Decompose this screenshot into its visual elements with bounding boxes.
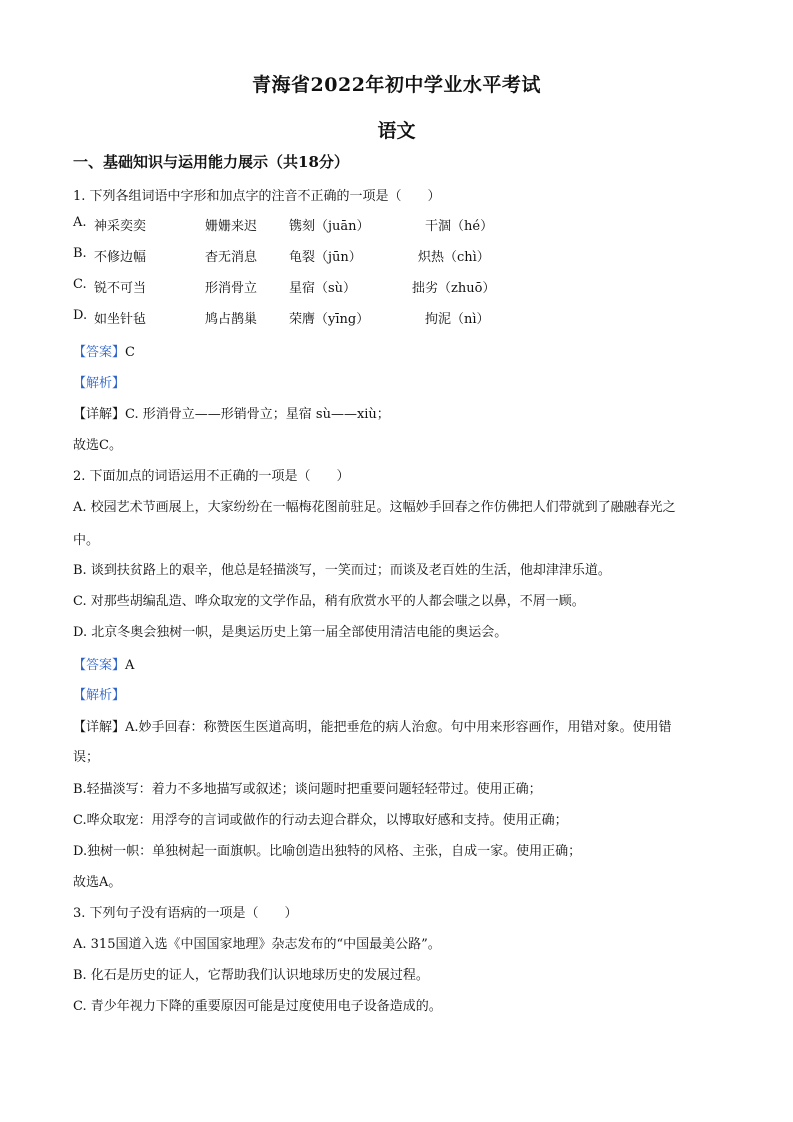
option-word: 锐不可当 [94, 281, 147, 296]
question-2-answer [73, 654, 134, 673]
question-2-option-a: A. 校园艺术节画展上，大家纷纷在一幅梅花图前驻足。这幅妙手回春之作仿佛把人们带就到了融融春光之 [73, 500, 676, 515]
page-subtitle: 语文 [377, 120, 416, 142]
option-label: A. [73, 215, 87, 230]
question-2-detail-continued: 误； [73, 750, 100, 765]
option-word: 鸠占鹊巢 [205, 312, 258, 327]
question-2-detail-b: B.轻描淡写：着力不多地描写或叙述；谈问题时把重要问题轻轻带过。使用正确； [73, 782, 542, 797]
detail-tag: 【详解】 [73, 720, 126, 735]
option-word: 姗姗来迟 [205, 219, 258, 234]
question-3-option-b: B. 化石是历史的证人，它帮助我们认识地球历史的发展过程。 [73, 968, 429, 983]
option-word: 神采奕奕 [94, 219, 147, 234]
answer-value: C [125, 345, 135, 360]
section-heading: 一、基础知识与运用能力展示（共18分） [73, 153, 349, 171]
question-1-detail [73, 403, 390, 422]
option-word: 拙劣（zhuō） [412, 281, 496, 296]
answer-tag: 【答案】 [73, 658, 126, 673]
option-word: 荣膺（yīng） [289, 312, 370, 327]
option-label: D. [73, 308, 88, 323]
question-1-analysis-tag: 【解析】 [73, 376, 126, 391]
page-title: 青海省2022年初中学业水平考试 [252, 74, 541, 96]
question-2-stem: 2. 下面加点的词语运用不正确的一项是（ ） [73, 469, 350, 484]
question-2-option-c: C. 对那些胡编乱造、哗众取宠的文学作品，稍有欣赏水平的人都会嗤之以鼻，不屑一顾。 [73, 594, 585, 609]
question-2-option-b: B. 谈到扶贫路上的艰辛，他总是轻描淡写，一笑而过；而谈及老百姓的生活，他却津津乐道。 [73, 563, 611, 578]
question-2-analysis-tag: 【解析】 [73, 688, 126, 703]
question-3-option-a: A. 315国道入选《中国国家地理》杂志发布的“中国最美公路”。 [73, 937, 441, 952]
option-word: 不修边幅 [94, 250, 147, 265]
option-word: 龟裂（jūn） [289, 250, 362, 265]
detail-text: C. 形消骨立——形销骨立；星宿 sù——xiù； [125, 407, 390, 422]
option-word: 炽热（chì） [418, 250, 490, 265]
question-1-stem: 1. 下列各组词语中字形和加点字的注音不正确的一项是（ ） [73, 189, 441, 204]
option-word: 如坐针毡 [94, 312, 147, 327]
answer-value: A [125, 658, 135, 673]
option-label: B. [73, 246, 87, 261]
question-3-stem: 3. 下列句子没有语病的一项是（ ） [73, 906, 298, 921]
detail-tag: 【详解】 [73, 407, 126, 422]
question-2-option-a-continued: 中。 [73, 533, 100, 548]
option-label: C. [73, 277, 87, 292]
question-2-detail-c: C.哗众取宠：用浮夸的言词或做作的行动去迎合群众，以博取好感和支持。使用正确； [73, 813, 568, 828]
question-2-detail [73, 716, 672, 735]
question-2-option-d: D. 北京冬奥会独树一帜，是奥运历史上第一届全部使用清洁电能的奥运会。 [73, 625, 508, 640]
answer-tag: 【答案】 [73, 345, 126, 360]
question-2-conclusion: 故选A。 [73, 875, 122, 890]
question-2-detail-d: D.独树一帜：单独树起一面旗帜。比喻创造出独特的风格、主张，自成一家。使用正确； [73, 844, 582, 859]
detail-text: A.妙手回春：称赞医生医道高明，能把垂危的病人治愈。句中用来形容画作，用错对象。使用错 [125, 720, 672, 735]
option-word: 拘泥（nì） [425, 312, 490, 327]
option-word: 形消骨立 [205, 281, 258, 296]
question-1-answer [73, 341, 135, 360]
option-word: 星宿（sù） [289, 281, 357, 296]
question-1-conclusion: 故选C。 [73, 438, 122, 453]
option-word: 杳无消息 [205, 250, 258, 265]
question-3-option-c: C. 青少年视力下降的重要原因可能是过度使用电子设备造成的。 [73, 999, 442, 1014]
option-word: 镌刻（juān） [289, 219, 370, 234]
option-word: 干涸（hé） [425, 219, 494, 234]
